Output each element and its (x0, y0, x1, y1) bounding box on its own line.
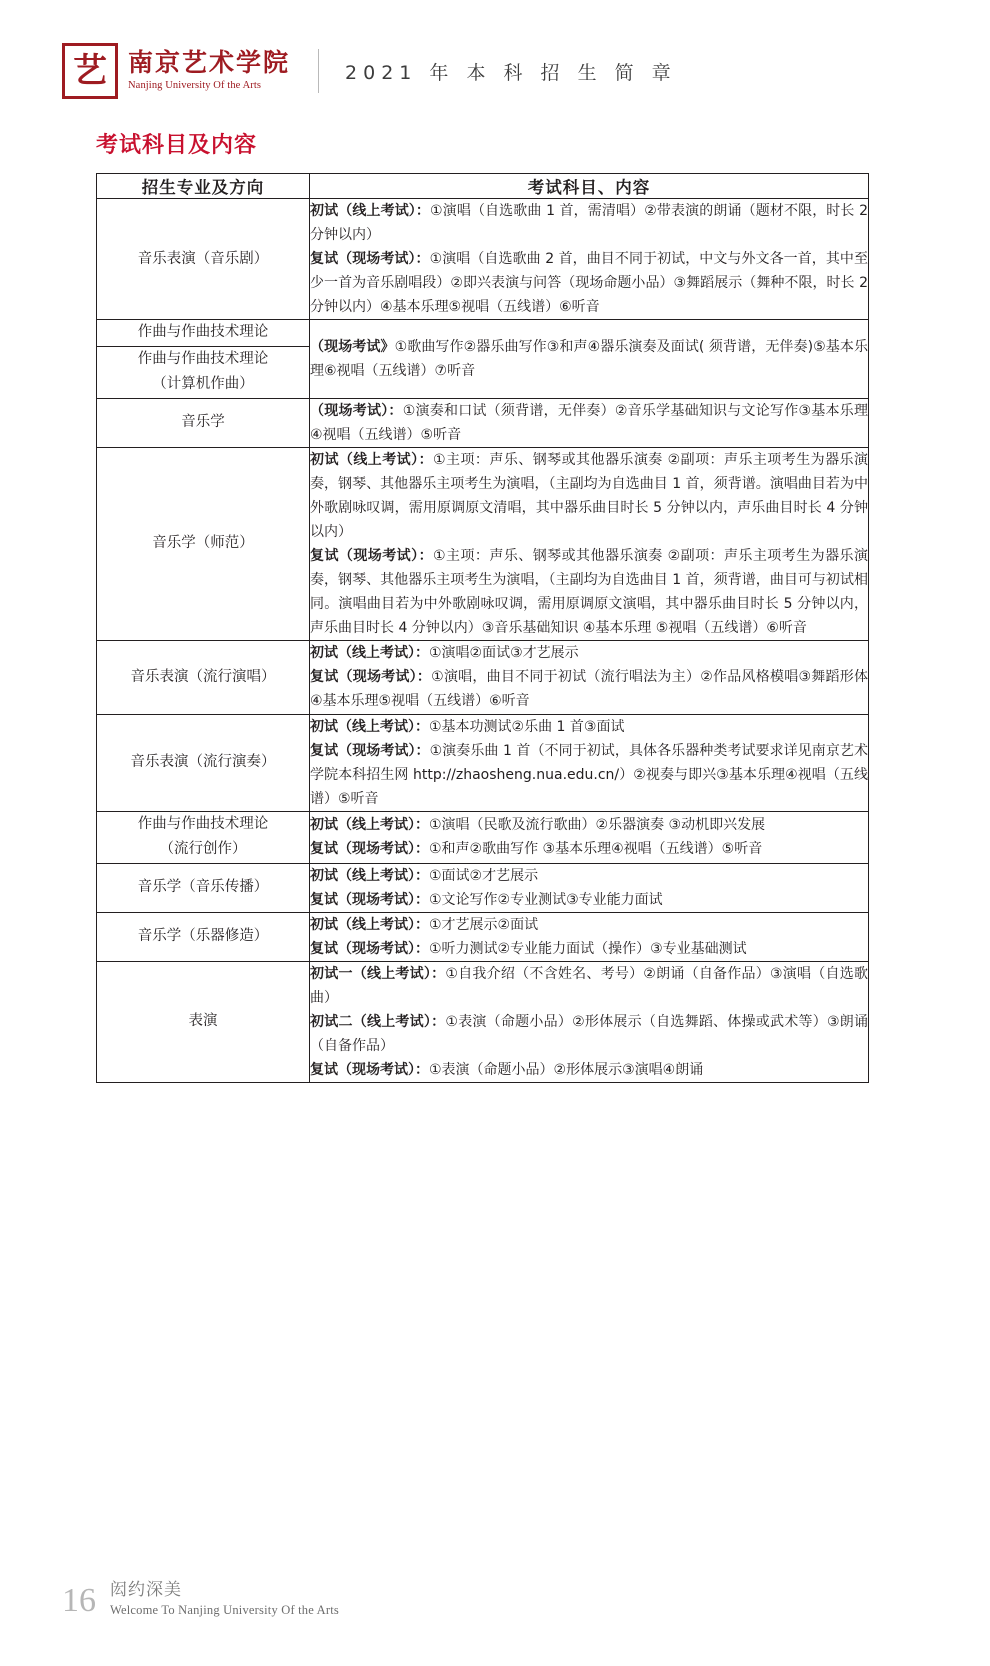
exam-table-body (97, 199, 869, 1083)
table-row (97, 961, 869, 1082)
cell-major: 音乐学 (97, 398, 310, 447)
exam-table (96, 173, 869, 1083)
logo-text (128, 49, 290, 92)
cell-content: 初试（线上考试）：①演唱（民歌及流行歌曲）②乐器演奏 ③动机即兴发展 复试（现场考试）：①和声②歌曲写作 ③基本乐理④视唱（五线谱）⑤听音 (310, 811, 869, 863)
page-footer (62, 1580, 339, 1618)
table-row (97, 641, 869, 714)
footer-motto-en: Welcome To Nanjing University Of the Arts (110, 1603, 339, 1617)
cell-content: 初试一（线上考试）：①自我介绍（不含姓名、考号）②朗诵（自备作品）③演唱（自选歌曲） 初试二（线上考试）：①表演（命题小品）②形体展示（自选舞蹈、体操或武术等）③朗诵（自备作品） 复试（现场考试）：①表演（命题小品）②形体展示③演唱④朗诵 (310, 961, 869, 1082)
footer-text (110, 1580, 339, 1618)
column-header-major: 招生专业及方向 (97, 174, 310, 199)
header-divider (318, 49, 319, 93)
cell-major: 音乐学（乐器修造） (97, 912, 310, 961)
exam-table-wrap (96, 173, 868, 1083)
cell-content: 初试（线上考试）：①基本功测试②乐曲 1 首③面试 复试（现场考试）：①演奏乐曲 1 首（不同于初试，具体各乐器种类考试要求详见南京艺术学院本科招生网 http://zhaosheng.nua.edu.cn/）②视奏与即兴③基本乐理④视唱（五线谱）⑤听音 (310, 714, 869, 811)
cell-content: 初试（线上考试）：①演唱②面试③才艺展示 复试（现场考试）：①演唱，曲目不同于初试（流行唱法为主）②作品风格模唱③舞蹈形体④基本乐理⑤视唱（五线谱）⑥听音 (310, 641, 869, 714)
seal-glyph: 艺 (73, 51, 107, 91)
table-row (97, 863, 869, 912)
table-row (97, 447, 869, 641)
column-header-content: 考试科目、内容 (310, 174, 869, 199)
university-logo (62, 43, 290, 99)
page-number: 16 (62, 1582, 96, 1619)
cell-major: 表演 (97, 961, 310, 1082)
cell-content: 初试（线上考试）：①主项：声乐、钢琴或其他器乐演奏 ②副项：声乐主项考生为器乐演奏，钢琴、其他器乐主项考生为演唱，（主副均为自选曲目 1 首，须背谱。演唱曲目若为中外歌剧咏叹调，需用原调原文清唱，其中器乐曲目时长 5 分钟以内，声乐曲目时长 4 分钟以内） 复试（现场考试）：①主项：声乐、钢琴或其他器乐演奏 ②副项：声乐主项考生为器乐演奏，钢琴、其他器乐主项考生为演唱，（主副均为自选曲目 1 首，须背谱，曲目可与初试相同。演唱曲目若为中外歌剧咏叹调，需用原调原文演唱，其中器乐曲目时长 5 分钟以内，声乐曲目时长 4 分钟以内）③音乐基础知识 ④基本乐理 ⑤视唱（五线谱）⑥听音 (310, 447, 869, 641)
cell-major: 作曲与作曲技术理论 （流行创作） (97, 811, 310, 863)
cell-content: 初试（线上考试）：①才艺展示②面试 复试（现场考试）：①听力测试②专业能力面试（操作）③专业基础测试 (310, 912, 869, 961)
table-row (97, 714, 869, 811)
table-row (97, 398, 869, 447)
table-row (97, 199, 869, 320)
logo-name-cn: 南京艺术学院 (128, 48, 291, 78)
cell-major: 音乐表演（流行演唱） (97, 641, 310, 714)
cell-content: 初试（线上考试）：①面试②才艺展示 复试（现场考试）：①文论写作②专业测试③专业能力面试 (310, 863, 869, 912)
cell-content: 初试（线上考试）：①演唱（自选歌曲 1 首，需清唱）②带表演的朗诵（题材不限，时长 2 分钟以内） 复试（现场考试）：①演唱（自选歌曲 2 首，曲目不同于初试，中文与外文各一首，其中至少一首为音乐剧唱段）②即兴表演与问答（现场命题小品）③舞蹈展示（舞种不限，时长 2 分钟以内）④基本乐理⑤视唱（五线谱）⑥听音 (310, 199, 869, 320)
logo-name-en: Nanjing University Of the Arts (128, 80, 262, 92)
cell-content: （现场考试）：①演奏和口试（须背谱，无伴奏）②音乐学基础知识与文论写作③基本乐理④视唱（五线谱）⑤听音 (310, 398, 869, 447)
cell-major: 作曲与作曲技术理论 (97, 320, 310, 346)
cell-major: 音乐学（师范） (97, 447, 310, 641)
footer-motto-cn: 闳约深美 (110, 1579, 182, 1600)
table-row (97, 320, 869, 346)
table-row (97, 912, 869, 961)
cell-content: （现场考试》①歌曲写作②器乐曲写作③和声④器乐演奏及面试( 须背谱，无伴奏)⑤基本乐理⑥视唱（五线谱）⑦听音 (310, 320, 869, 398)
cell-major: 作曲与作曲技术理论 （计算机作曲） (97, 346, 310, 398)
section-title: 考试科目及内容 (96, 133, 258, 158)
cell-major: 音乐表演（流行演奏） (97, 714, 310, 811)
cell-major: 音乐学（音乐传播） (97, 863, 310, 912)
page-header (0, 0, 990, 92)
table-header-row (97, 174, 869, 199)
seal-icon (62, 43, 118, 99)
document-title: 2021 年 本 科 招 生 简 章 (345, 61, 677, 84)
table-row (97, 811, 869, 863)
cell-major: 音乐表演（音乐剧） (97, 199, 310, 320)
